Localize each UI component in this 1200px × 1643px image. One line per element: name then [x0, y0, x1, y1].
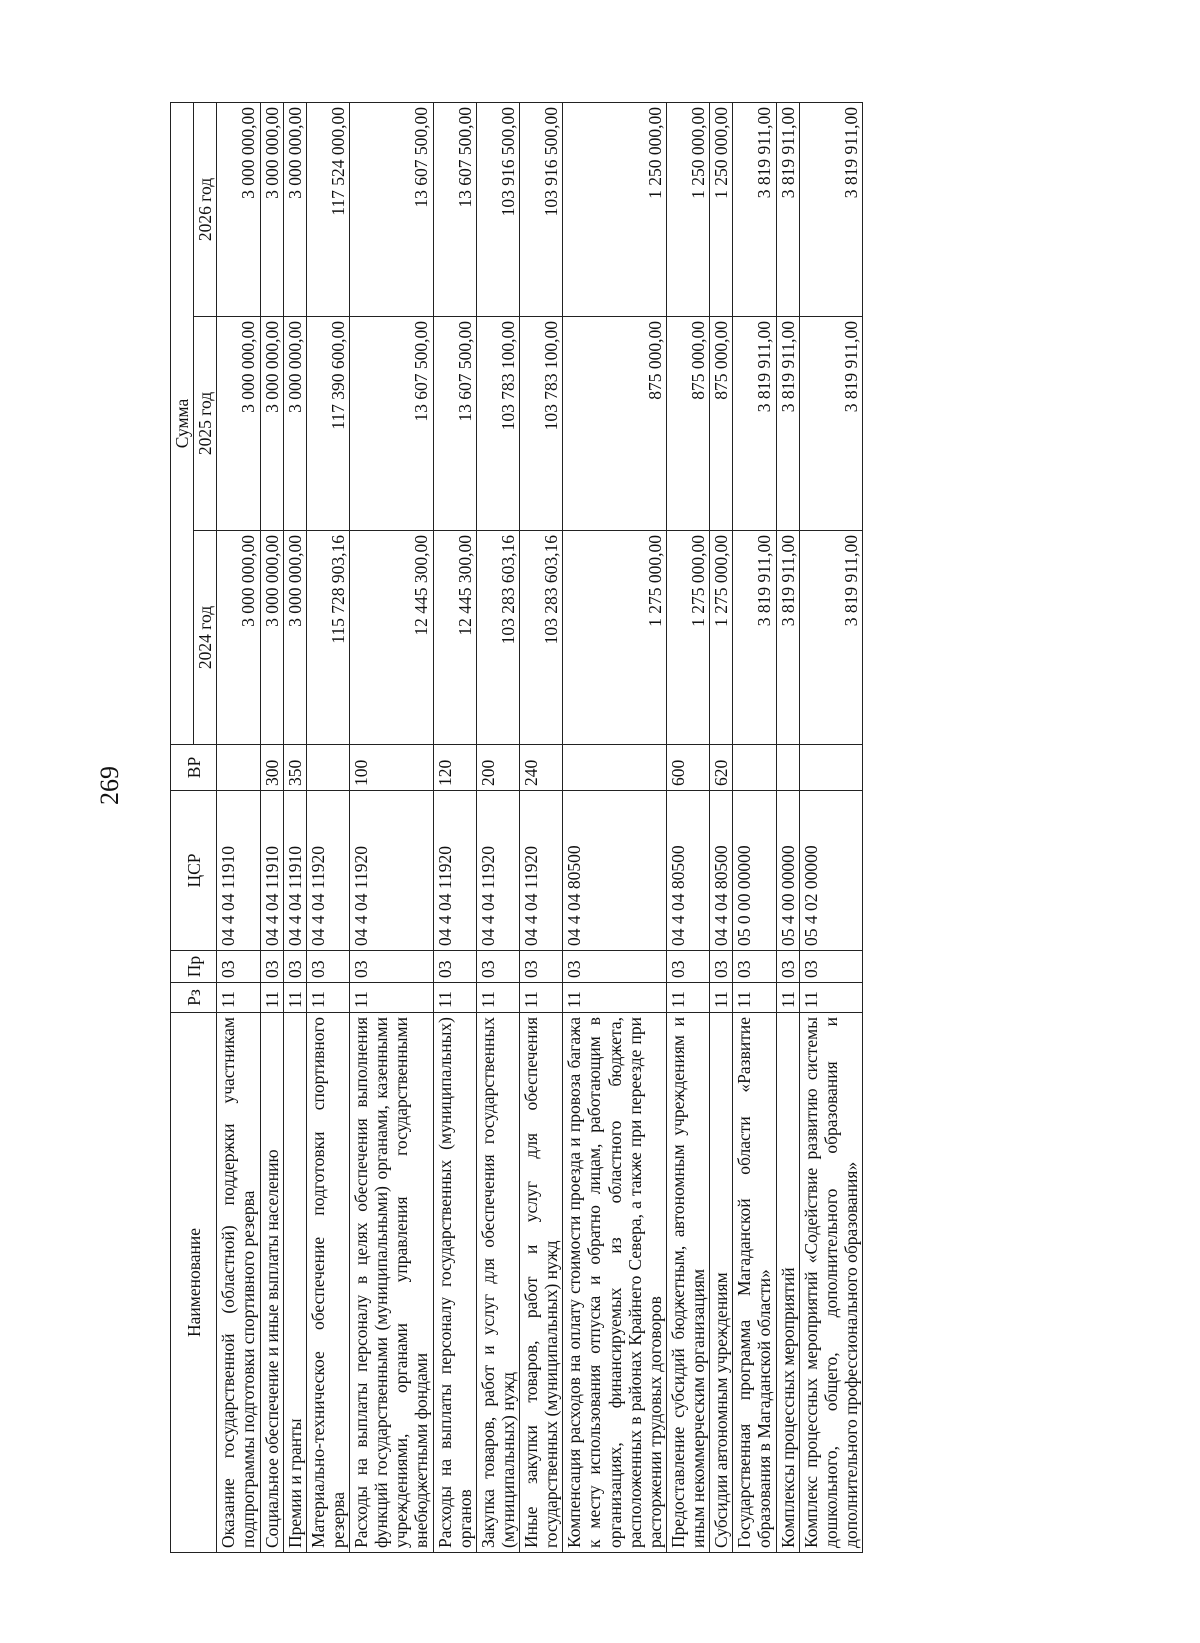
- cell-name: Предоставление субсидий бюджетным, автономным учреждениям и иным некоммерческим организациям: [666, 1013, 709, 1553]
- table-row: [283, 102, 306, 1552]
- cell-pr: 03: [433, 951, 476, 983]
- page-number: 269: [95, 766, 124, 805]
- cell-rz: 11: [520, 983, 563, 1013]
- cell-sum-2025: 875 000,00: [563, 317, 667, 531]
- cell-csr: 05 4 00 00000: [776, 791, 799, 951]
- cell-pr: 03: [217, 951, 260, 983]
- cell-sum-2024: 3 000 000,00: [283, 531, 306, 745]
- cell-csr: 04 4 04 11910: [260, 791, 283, 951]
- cell-pr: 03: [799, 951, 862, 983]
- cell-csr: 05 0 00 00000: [733, 791, 776, 951]
- cell-sum-2026: 1 250 000,00: [710, 102, 733, 316]
- cell-sum-2024: 103 283 603,16: [476, 531, 519, 745]
- cell-sum-2026: 3 000 000,00: [217, 102, 260, 316]
- cell-name: Комплексы процессных мероприятий: [776, 1013, 799, 1553]
- cell-pr: 03: [283, 951, 306, 983]
- cell-sum-2024: 103 283 603,16: [520, 531, 563, 745]
- cell-vr: [563, 745, 667, 791]
- header-pr: Пр: [171, 951, 217, 983]
- cell-name: Социальное обеспечение и иные выплаты населению: [260, 1013, 283, 1553]
- table-row: [710, 102, 733, 1552]
- cell-sum-2026: 3 000 000,00: [283, 102, 306, 316]
- cell-csr: 04 4 04 80500: [666, 791, 709, 951]
- cell-vr: 240: [520, 745, 563, 791]
- cell-sum-2025: 3 819 911,00: [776, 317, 799, 531]
- table-row: [350, 102, 434, 1552]
- cell-sum-2026: 1 250 000,00: [563, 102, 667, 316]
- cell-sum-2024: 1 275 000,00: [666, 531, 709, 745]
- table-row: [776, 102, 799, 1552]
- cell-csr: 04 4 04 80500: [710, 791, 733, 951]
- cell-vr: 620: [710, 745, 733, 791]
- cell-rz: 11: [433, 983, 476, 1013]
- cell-sum-2026: 103 916 500,00: [476, 102, 519, 316]
- table-row: [666, 102, 709, 1552]
- cell-name: Материально-техническое обеспечение подготовки спортивного резерва: [306, 1013, 349, 1553]
- cell-sum-2024: 3 819 911,00: [776, 531, 799, 745]
- cell-pr: 03: [520, 951, 563, 983]
- cell-vr: 200: [476, 745, 519, 791]
- cell-vr: [733, 745, 776, 791]
- cell-sum-2024: 12 445 300,00: [350, 531, 434, 745]
- cell-sum-2026: 13 607 500,00: [350, 102, 434, 316]
- header-year-2026: 2026 год: [194, 102, 217, 316]
- cell-sum-2026: 3 819 911,00: [799, 102, 862, 316]
- cell-name: Закупка товаров, работ и услуг для обеспечения государственных (муниципальных) нужд: [476, 1013, 519, 1553]
- cell-sum-2025: 103 783 100,00: [476, 317, 519, 531]
- cell-sum-2024: 3 000 000,00: [217, 531, 260, 745]
- cell-sum-2025: 117 390 600,00: [306, 317, 349, 531]
- budget-table: [170, 102, 863, 1553]
- cell-csr: 04 4 04 11910: [217, 791, 260, 951]
- cell-sum-2024: 1 275 000,00: [710, 531, 733, 745]
- cell-sum-2026: 13 607 500,00: [433, 102, 476, 316]
- cell-sum-2025: 3 000 000,00: [283, 317, 306, 531]
- header-csr: ЦСР: [171, 791, 217, 951]
- cell-sum-2026: 1 250 000,00: [666, 102, 709, 316]
- cell-sum-2026: 103 916 500,00: [520, 102, 563, 316]
- cell-sum-2024: 3 819 911,00: [733, 531, 776, 745]
- cell-pr: 03: [260, 951, 283, 983]
- cell-csr: 04 4 04 11920: [520, 791, 563, 951]
- table-row: [217, 102, 260, 1552]
- header-name: Наименование: [171, 1013, 217, 1553]
- cell-pr: 03: [666, 951, 709, 983]
- cell-csr: 04 4 04 11920: [476, 791, 519, 951]
- cell-name: Расходы на выплаты персоналу государственных (муниципальных) органов: [433, 1013, 476, 1553]
- header-vr: ВР: [171, 745, 217, 791]
- cell-pr: 03: [710, 951, 733, 983]
- table-row: [520, 102, 563, 1552]
- table-body: [217, 102, 863, 1552]
- cell-pr: 03: [476, 951, 519, 983]
- cell-csr: 04 4 04 11920: [350, 791, 434, 951]
- header-year-2024: 2024 год: [194, 531, 217, 745]
- cell-sum-2025: 875 000,00: [710, 317, 733, 531]
- cell-rz: 11: [563, 983, 667, 1013]
- cell-rz: 11: [260, 983, 283, 1013]
- table-row: [563, 102, 667, 1552]
- cell-vr: 300: [260, 745, 283, 791]
- cell-name: Расходы на выплаты персоналу в целях обеспечения выполнения функций государственными (муниципальными) органами, казенными учреждениями, органами управления государственными внебюджетными фондами: [350, 1013, 434, 1553]
- cell-name: Премии и гранты: [283, 1013, 306, 1553]
- cell-csr: 04 4 04 11920: [306, 791, 349, 951]
- cell-rz: 11: [666, 983, 709, 1013]
- cell-name: Компенсация расходов на оплату стоимости проезда и провоза багажа к месту использования отпуска и обратно лицам, работающим в организациях, финансируемых из областного бюджета, расположенных в районах Крайнего Севера, а также при переезде при расторжении трудовых договоров: [563, 1013, 667, 1553]
- cell-rz: 11: [217, 983, 260, 1013]
- cell-vr: 120: [433, 745, 476, 791]
- cell-rz: 11: [776, 983, 799, 1013]
- cell-rz: 11: [350, 983, 434, 1013]
- cell-sum-2024: 3 000 000,00: [260, 531, 283, 745]
- cell-rz: 11: [799, 983, 862, 1013]
- cell-pr: 03: [733, 951, 776, 983]
- cell-pr: 03: [350, 951, 434, 983]
- cell-sum-2025: 875 000,00: [666, 317, 709, 531]
- cell-sum-2026: 3 819 911,00: [776, 102, 799, 316]
- cell-name: Иные закупки товаров, работ и услуг для обеспечения государственных (муниципальных) нужд: [520, 1013, 563, 1553]
- cell-sum-2025: 103 783 100,00: [520, 317, 563, 531]
- cell-sum-2025: 13 607 500,00: [350, 317, 434, 531]
- cell-vr: [799, 745, 862, 791]
- table-row: [733, 102, 776, 1552]
- cell-sum-2025: 3 819 911,00: [799, 317, 862, 531]
- cell-sum-2026: 3 819 911,00: [733, 102, 776, 316]
- cell-rz: 11: [283, 983, 306, 1013]
- cell-name: Оказание государственной (областной) поддержки участникам подпрограммы подготовки спортивного резерва: [217, 1013, 260, 1553]
- cell-sum-2024: 115 728 903,16: [306, 531, 349, 745]
- cell-vr: 350: [283, 745, 306, 791]
- cell-sum-2025: 13 607 500,00: [433, 317, 476, 531]
- cell-sum-2025: 3 000 000,00: [217, 317, 260, 531]
- table-row: [260, 102, 283, 1552]
- cell-csr: 04 4 04 11910: [283, 791, 306, 951]
- cell-rz: 11: [710, 983, 733, 1013]
- table-row: [476, 102, 519, 1552]
- cell-sum-2026: 3 000 000,00: [260, 102, 283, 316]
- budget-table-frame: [170, 103, 1110, 1553]
- cell-sum-2025: 3 000 000,00: [260, 317, 283, 531]
- cell-pr: 03: [306, 951, 349, 983]
- cell-rz: 11: [733, 983, 776, 1013]
- cell-pr: 03: [776, 951, 799, 983]
- cell-name: Субсидии автономным учреждениям: [710, 1013, 733, 1553]
- cell-vr: [217, 745, 260, 791]
- cell-name: Государственная программа Магаданской области «Развитие образования в Магаданской области»: [733, 1013, 776, 1553]
- cell-csr: 04 4 04 11920: [433, 791, 476, 951]
- cell-name: Комплекс процессных мероприятий «Содействие развитию системы дошкольного, общего, дополнительного образования и дополнительного профессионального образования»: [799, 1013, 862, 1553]
- cell-sum-2024: 12 445 300,00: [433, 531, 476, 745]
- cell-csr: 04 4 04 80500: [563, 791, 667, 951]
- cell-sum-2026: 117 524 000,00: [306, 102, 349, 316]
- cell-vr: 600: [666, 745, 709, 791]
- cell-vr: [776, 745, 799, 791]
- header-year-2025: 2025 год: [194, 317, 217, 531]
- cell-vr: 100: [350, 745, 434, 791]
- table-row: [433, 102, 476, 1552]
- cell-rz: 11: [476, 983, 519, 1013]
- cell-pr: 03: [563, 951, 667, 983]
- table-row: [306, 102, 349, 1552]
- cell-sum-2024: 3 819 911,00: [799, 531, 862, 745]
- header-rz: Рз: [171, 983, 217, 1013]
- cell-sum-2025: 3 819 911,00: [733, 317, 776, 531]
- cell-rz: 11: [306, 983, 349, 1013]
- cell-csr: 05 4 02 00000: [799, 791, 862, 951]
- cell-sum-2024: 1 275 000,00: [563, 531, 667, 745]
- table-row: [799, 102, 862, 1552]
- header-sum: Сумма: [171, 102, 194, 744]
- cell-vr: [306, 745, 349, 791]
